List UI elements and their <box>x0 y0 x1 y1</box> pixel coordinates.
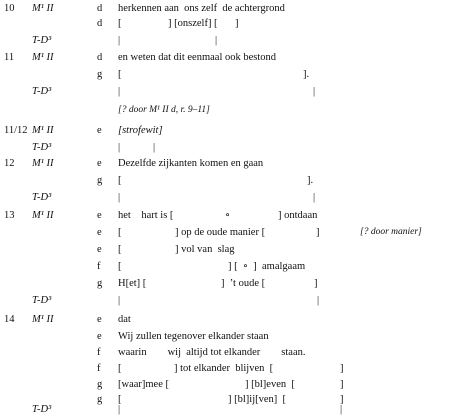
line-number: 11/12 <box>4 125 28 136</box>
variant-text: Dezelfde zijkanten komen en gaan <box>118 158 264 169</box>
variant-text: | <box>313 86 316 97</box>
variant-text: ] <box>316 227 320 238</box>
line-number: 12 <box>4 158 15 169</box>
witness-siglum: M¹ II <box>32 52 54 63</box>
variant-text: | <box>317 295 320 306</box>
variant-text: ] <box>340 363 344 374</box>
variant-letter: f <box>97 261 101 272</box>
variant-text: ] [bl]ij[ven] [ <box>228 394 287 405</box>
variant-letter: g <box>97 175 103 186</box>
variant-text: [ <box>118 18 122 29</box>
variant-text: | <box>313 192 316 203</box>
variant-text: ] <box>314 278 318 289</box>
variant-letter: d <box>97 3 103 14</box>
variant-text: | <box>118 295 121 306</box>
variant-letter: e <box>97 314 102 325</box>
variant-text: het hart is [ <box>118 210 174 221</box>
variant-text: [ <box>118 69 122 80</box>
variant-text: [ <box>118 363 122 374</box>
witness-siglum: T-D³ <box>32 404 52 415</box>
variant-text: | <box>118 192 121 203</box>
variant-text: [ <box>118 175 122 186</box>
witness-siglum: T-D³ <box>32 295 52 306</box>
variant-letter: g <box>97 379 103 390</box>
variant-text: ] <box>340 379 344 390</box>
variant-text: | <box>340 404 343 415</box>
variant-text: ] <box>340 394 344 405</box>
variant-letter: e <box>97 158 102 169</box>
variant-text: [ <box>118 227 122 238</box>
variant-letter: f <box>97 347 101 358</box>
editorial-note: [? door manier] <box>360 227 422 237</box>
variant-text: | <box>215 35 218 46</box>
variant-letter: e <box>97 227 102 238</box>
variant-letter: d <box>97 52 103 63</box>
variant-text: [ <box>118 261 122 272</box>
variant-text: en weten dat dit eenmaal ook bestond <box>118 52 277 63</box>
witness-siglum: T-D³ <box>32 142 52 153</box>
variant-text: herkennen aan ons zelf de achtergrond <box>118 3 285 14</box>
variant-text: ] [ ∘ ] amalgaam <box>228 261 306 272</box>
variant-text: ] ontdaan <box>278 210 318 221</box>
variant-text: | <box>153 142 156 153</box>
variant-text: | <box>118 35 121 46</box>
variant-text: ]. <box>303 69 310 80</box>
variant-text: ] ’t oude [ <box>221 278 266 289</box>
witness-siglum: M¹ II <box>32 125 54 136</box>
variant-letter: g <box>97 394 103 405</box>
variant-letter: e <box>97 125 102 136</box>
witness-siglum: M¹ II <box>32 158 54 169</box>
line-number: 10 <box>4 3 15 14</box>
variant-text: ]. <box>307 175 314 186</box>
line-number: 13 <box>4 210 15 221</box>
variant-letter: e <box>97 331 102 342</box>
variant-letter: f <box>97 363 101 374</box>
variant-text: [waar]mee [ <box>118 379 170 390</box>
variant-text: ] [bl]even [ <box>245 379 295 390</box>
variant-text: H[et] [ <box>118 278 147 289</box>
variant-text: | <box>118 142 121 153</box>
variant-text: [ <box>118 244 122 255</box>
variant-letter: d <box>97 18 103 29</box>
editorial-note: [? door M¹ II d, r. 9–11] <box>118 105 210 115</box>
witness-siglum: M¹ II <box>32 314 54 325</box>
line-number: 11 <box>4 52 15 63</box>
witness-siglum: M¹ II <box>32 3 54 14</box>
variant-text: ] <box>235 18 239 29</box>
variant-text: ∘ <box>225 210 231 221</box>
variant-letter: e <box>97 210 102 221</box>
variant-text: ] vol van slag <box>175 244 235 255</box>
witness-siglum: T-D³ <box>32 192 52 203</box>
variant-letter: e <box>97 244 102 255</box>
variant-text: | <box>118 404 121 415</box>
witness-siglum: T-D³ <box>32 86 52 97</box>
variant-text: [ <box>118 394 122 405</box>
witness-siglum: T-D³ <box>32 35 52 46</box>
variant-text: ] [onszelf] [ <box>168 18 218 29</box>
variant-text: ] op de oude manier [ <box>175 227 266 238</box>
witness-siglum: M¹ II <box>32 210 54 221</box>
variant-text: Wij zullen tegenover elkander staan <box>118 331 269 342</box>
line-number: 14 <box>4 314 15 325</box>
variant-text: ] tot elkander blijven [ <box>174 363 274 374</box>
variant-letter: g <box>97 69 103 80</box>
variant-text: waarin wij altijd tot elkander staan. <box>118 347 306 358</box>
variant-text: | <box>118 86 121 97</box>
variant-text: dat <box>118 314 131 325</box>
variant-letter: g <box>97 278 103 289</box>
variant-text: [strofewit] <box>118 125 163 136</box>
